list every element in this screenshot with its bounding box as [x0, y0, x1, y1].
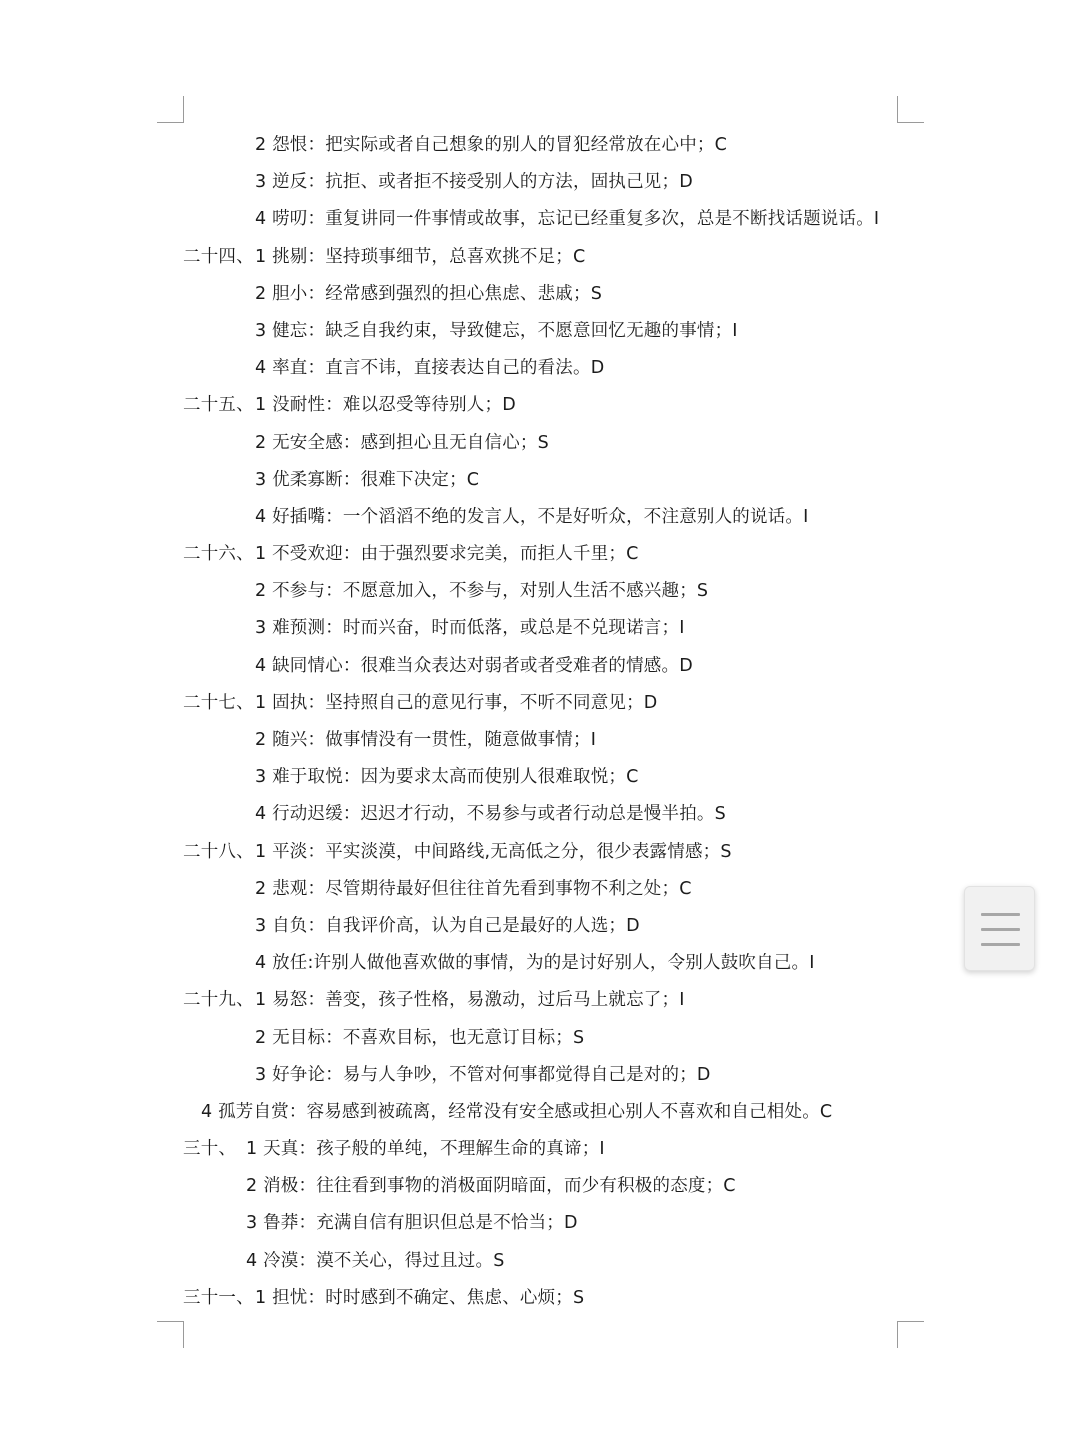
line-text: 2 胆小：经常感到强烈的担心焦虑、悲戚；S [255, 283, 603, 304]
line-text: 3 好争论：易与人争吵，不管对何事都觉得自己是对的；D [255, 1064, 711, 1085]
line-text: 1 没耐性：难以忍受等待别人；D [255, 395, 516, 416]
text-line [0, 685, 1080, 722]
text-line [0, 759, 1080, 796]
text-line [0, 536, 1080, 573]
line-text: 3 优柔寡断：很难下决定；C [255, 469, 480, 490]
text-line [0, 1205, 1080, 1242]
crop-mark-top-left [157, 96, 184, 123]
line-text: 3 自负：自我评价高，认为自己是最好的人选；D [255, 915, 640, 936]
text-line [0, 908, 1080, 945]
section-number: 二十九、 [183, 990, 254, 1011]
crop-mark-bottom-right [897, 1321, 924, 1348]
text-line [0, 945, 1080, 982]
line-text: 3 健忘：缺乏自我约束，导致健忘，不愿意回忆无趣的事情；I [255, 320, 738, 341]
line-text: 3 逆反：抗拒、或者拒不接受别人的方法，固执己见；D [255, 172, 693, 193]
text-line [0, 1057, 1080, 1094]
text-line [0, 276, 1080, 313]
line-text: 1 固执：坚持照自己的意见行事，不听不同意见；D [255, 692, 658, 713]
line-text: 1 平淡：平实淡漠，中间路线,无高低之分，很少表露情感；S [255, 841, 732, 862]
line-text: 2 随兴：做事情没有一贯性，随意做事情；I [255, 730, 597, 750]
line-text: 4 好插嘴：一个滔滔不绝的发言人，不是好听众，不注意别人的说话。I [255, 506, 809, 527]
text-line [0, 871, 1080, 908]
hamburger-menu-icon-bar [981, 928, 1020, 931]
line-text: 2 无安全感：感到担心且无自信心；S [255, 432, 549, 453]
line-text: 1 天真：孩子般的单纯，不理解生命的真谛；I [246, 1139, 605, 1160]
line-text: 2 消极：往往看到事物的消极面阴暗面，而少有积极的态度；C [246, 1176, 736, 1197]
line-text: 4 行动迟缓：迟迟才行动，不易参与或者行动总是慢半拍。S [255, 804, 726, 825]
text-line [0, 610, 1080, 647]
line-text: 1 易怒：善变，孩子性格，易激动，过后马上就忘了；I [255, 990, 685, 1011]
crop-mark-bottom-left [157, 1321, 184, 1348]
text-line [0, 201, 1080, 238]
text-line [0, 239, 1080, 276]
line-text: 3 难于取悦：因为要求太高而使别人很难取悦；C [255, 767, 639, 788]
text-line [0, 722, 1080, 759]
section-number: 二十六、 [183, 544, 254, 565]
text-line [0, 313, 1080, 350]
document-body [0, 127, 1080, 1317]
text-line [0, 164, 1080, 201]
line-text: 2 无目标：不喜欢目标，也无意订目标；S [255, 1027, 585, 1048]
hamburger-menu-icon-bar [981, 943, 1020, 946]
text-line [0, 1243, 1080, 1280]
text-line [0, 350, 1080, 387]
line-text: 1 挑剔：坚持琐事细节，总喜欢挑不足；C [255, 246, 586, 267]
text-line [0, 387, 1080, 424]
line-text: 1 不受欢迎：由于强烈要求完美，而拒人千里；C [255, 544, 639, 565]
text-line [0, 462, 1080, 499]
text-line [0, 834, 1080, 871]
line-text: 3 鲁莽：充满自信有胆识但总是不恰当；D [246, 1213, 578, 1234]
line-text: 2 不参与：不愿意加入，不参与，对别人生活不感兴趣；S [255, 581, 709, 602]
line-text: 4 冷漠：漠不关心，得过且过。S [246, 1250, 505, 1271]
section-number: 三十一、 [183, 1287, 254, 1308]
text-line [0, 982, 1080, 1019]
line-text: 3 难预测：时而兴奋，时而低落，或总是不兑现诺言；I [255, 618, 685, 639]
text-line [0, 1168, 1080, 1205]
section-number: 二十七、 [183, 692, 254, 713]
line-text: 4 率直：直言不讳，直接表达自己的看法。D [255, 358, 605, 379]
text-line [0, 425, 1080, 462]
text-line [0, 127, 1080, 164]
section-number: 三十、 [183, 1139, 237, 1160]
text-line [0, 648, 1080, 685]
text-line [0, 1280, 1080, 1317]
text-line [0, 573, 1080, 610]
section-number: 二十四、 [183, 246, 254, 267]
line-text: 1 担忧：时时感到不确定、焦虑、心烦；S [255, 1287, 585, 1308]
line-text: 2 怨恨：把实际或者自己想象的别人的冒犯经常放在心中；C [255, 135, 728, 155]
line-text: 2 悲观：尽管期待最好但往往首先看到事物不利之处；C [255, 878, 692, 899]
line-text: 4 孤芳自赏：容易感到被疏离，经常没有安全感或担心别人不喜欢和自己相处。C [201, 1101, 833, 1122]
line-text: 4 放任:许别人做他喜欢做的事情，为的是讨好别人，令别人鼓吹自己。I [255, 953, 815, 974]
text-line [0, 1131, 1080, 1168]
section-number: 二十五、 [183, 395, 254, 416]
line-text: 4 缺同情心：很难当众表达对弱者或者受难者的情感。D [255, 655, 693, 676]
text-line [0, 1020, 1080, 1057]
section-number: 二十八、 [183, 841, 254, 862]
crop-mark-top-right [897, 96, 924, 123]
line-text: 4 唠叨：重复讲同一件事情或故事，忘记已经重复多次，总是不断找话题说话。I [255, 209, 880, 230]
text-line [0, 796, 1080, 833]
text-line [0, 499, 1080, 536]
hamburger-menu-icon [981, 913, 1020, 916]
text-line [0, 1094, 1080, 1131]
floating-menu-button[interactable] [964, 886, 1035, 971]
